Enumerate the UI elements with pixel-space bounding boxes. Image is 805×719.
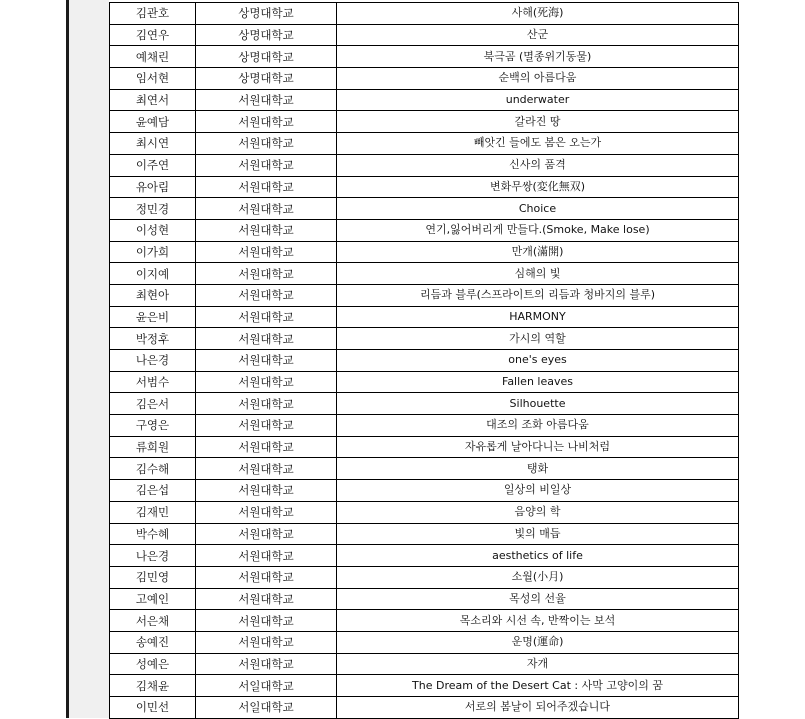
cell-name: 서범수 [110,371,196,393]
table-row [110,436,739,458]
table-row [110,219,739,241]
cell-school: 서원대학교 [196,198,337,220]
cell-name: 이민선 [110,697,196,719]
cell-title: 목소리와 시선 속, 반짝이는 보석 [337,610,739,632]
cell-title: 목성의 선율 [337,588,739,610]
cell-name: 김재민 [110,501,196,523]
cell-name: 나은경 [110,545,196,567]
table-row [110,631,739,653]
page-side-strip [69,0,109,718]
cell-name: 송예진 [110,631,196,653]
cell-name: 김민영 [110,566,196,588]
table-row [110,566,739,588]
cell-name: 김수해 [110,458,196,480]
table-row [110,89,739,111]
cell-title: 대조의 조화 아름다움 [337,415,739,437]
cell-title: 신사의 품격 [337,154,739,176]
cell-name: 류희원 [110,436,196,458]
cell-school: 서원대학교 [196,263,337,285]
table-row [110,241,739,263]
results-table-container [109,2,738,719]
cell-name: 이지예 [110,263,196,285]
cell-school: 서원대학교 [196,653,337,675]
cell-school: 서원대학교 [196,631,337,653]
cell-title: HARMONY [337,306,739,328]
cell-title: 빼앗긴 들에도 봄은 오는가 [337,133,739,155]
results-table-body [110,3,739,719]
table-row [110,393,739,415]
cell-title: 자유롭게 날아다니는 나비처럼 [337,436,739,458]
table-row [110,588,739,610]
cell-school: 서원대학교 [196,133,337,155]
cell-name: 이주연 [110,154,196,176]
table-row [110,371,739,393]
table-row [110,154,739,176]
cell-name: 정민경 [110,198,196,220]
table-row [110,111,739,133]
cell-title: 운명(運命) [337,631,739,653]
table-row [110,198,739,220]
cell-school: 서원대학교 [196,436,337,458]
table-row [110,653,739,675]
cell-name: 김연우 [110,24,196,46]
cell-name: 최연서 [110,89,196,111]
table-row [110,697,739,719]
cell-title: 심해의 빛 [337,263,739,285]
cell-title: 리듬과 블루(스프라이트의 리듬과 청바지의 블루) [337,284,739,306]
cell-school: 서원대학교 [196,371,337,393]
cell-name: 윤예담 [110,111,196,133]
table-row [110,24,739,46]
cell-name: 이성현 [110,219,196,241]
cell-title: 빛의 매듭 [337,523,739,545]
cell-school: 서원대학교 [196,393,337,415]
table-row [110,306,739,328]
table-row [110,480,739,502]
cell-name: 김은섭 [110,480,196,502]
table-row [110,545,739,567]
cell-name: 구영은 [110,415,196,437]
cell-school: 서원대학교 [196,458,337,480]
results-table [109,2,739,719]
cell-name: 박정후 [110,328,196,350]
table-row [110,3,739,25]
cell-name: 고예인 [110,588,196,610]
cell-school: 서원대학교 [196,328,337,350]
cell-school: 서일대학교 [196,675,337,697]
cell-title: 음양의 학 [337,501,739,523]
table-row [110,263,739,285]
cell-title: 탱화 [337,458,739,480]
cell-title: 일상의 비일상 [337,480,739,502]
cell-school: 서원대학교 [196,415,337,437]
cell-school: 서원대학교 [196,176,337,198]
cell-school: 서원대학교 [196,566,337,588]
cell-school: 상명대학교 [196,46,337,68]
cell-school: 서원대학교 [196,501,337,523]
left-margin [0,0,66,718]
table-row [110,133,739,155]
table-row [110,501,739,523]
cell-school: 서원대학교 [196,111,337,133]
cell-name: 서은채 [110,610,196,632]
cell-school: 서원대학교 [196,545,337,567]
cell-school: 서원대학교 [196,241,337,263]
cell-name: 최현아 [110,284,196,306]
cell-title: 소월(小月) [337,566,739,588]
cell-title: aesthetics of life [337,545,739,567]
cell-name: 이가희 [110,241,196,263]
cell-school: 서원대학교 [196,306,337,328]
cell-school: 서원대학교 [196,154,337,176]
cell-title: 연기,잃어버리게 만들다.(Smoke, Make lose) [337,219,739,241]
table-row [110,350,739,372]
cell-name: 김은서 [110,393,196,415]
cell-school: 서원대학교 [196,523,337,545]
cell-name: 임서현 [110,68,196,90]
table-row [110,68,739,90]
cell-school: 서원대학교 [196,219,337,241]
cell-title: 서로의 봄날이 되어주겠습니다 [337,697,739,719]
cell-name: 김관호 [110,3,196,25]
cell-title: 자개 [337,653,739,675]
cell-school: 서원대학교 [196,610,337,632]
cell-title: 북극곰 (멸종위기동물) [337,46,739,68]
right-margin [740,0,805,718]
cell-title: Choice [337,198,739,220]
cell-name: 김채윤 [110,675,196,697]
cell-title: 만개(滿開) [337,241,739,263]
cell-name: 윤은비 [110,306,196,328]
cell-title: 사해(死海) [337,3,739,25]
cell-school: 서원대학교 [196,588,337,610]
cell-school: 상명대학교 [196,24,337,46]
cell-title: 산군 [337,24,739,46]
cell-school: 상명대학교 [196,3,337,25]
table-row [110,458,739,480]
cell-school: 상명대학교 [196,68,337,90]
cell-title: Fallen leaves [337,371,739,393]
table-row [110,176,739,198]
cell-name: 최시연 [110,133,196,155]
cell-name: 유아림 [110,176,196,198]
table-row [110,46,739,68]
cell-title: 변화무쌍(変化無双) [337,176,739,198]
cell-name: 성예은 [110,653,196,675]
cell-school: 서일대학교 [196,697,337,719]
cell-title: one's eyes [337,350,739,372]
cell-school: 서원대학교 [196,350,337,372]
cell-school: 서원대학교 [196,89,337,111]
cell-name: 나은경 [110,350,196,372]
cell-name: 박수혜 [110,523,196,545]
table-row [110,415,739,437]
cell-title: The Dream of the Desert Cat : 사막 고양이의 꿈 [337,675,739,697]
table-row [110,284,739,306]
cell-title: 순백의 아름다움 [337,68,739,90]
table-row [110,675,739,697]
table-row [110,523,739,545]
cell-title: Silhouette [337,393,739,415]
table-row [110,610,739,632]
cell-school: 서원대학교 [196,480,337,502]
cell-title: 가시의 역할 [337,328,739,350]
cell-title: 갈라진 땅 [337,111,739,133]
cell-title: underwater [337,89,739,111]
cell-school: 서원대학교 [196,284,337,306]
table-row [110,328,739,350]
cell-name: 예채린 [110,46,196,68]
